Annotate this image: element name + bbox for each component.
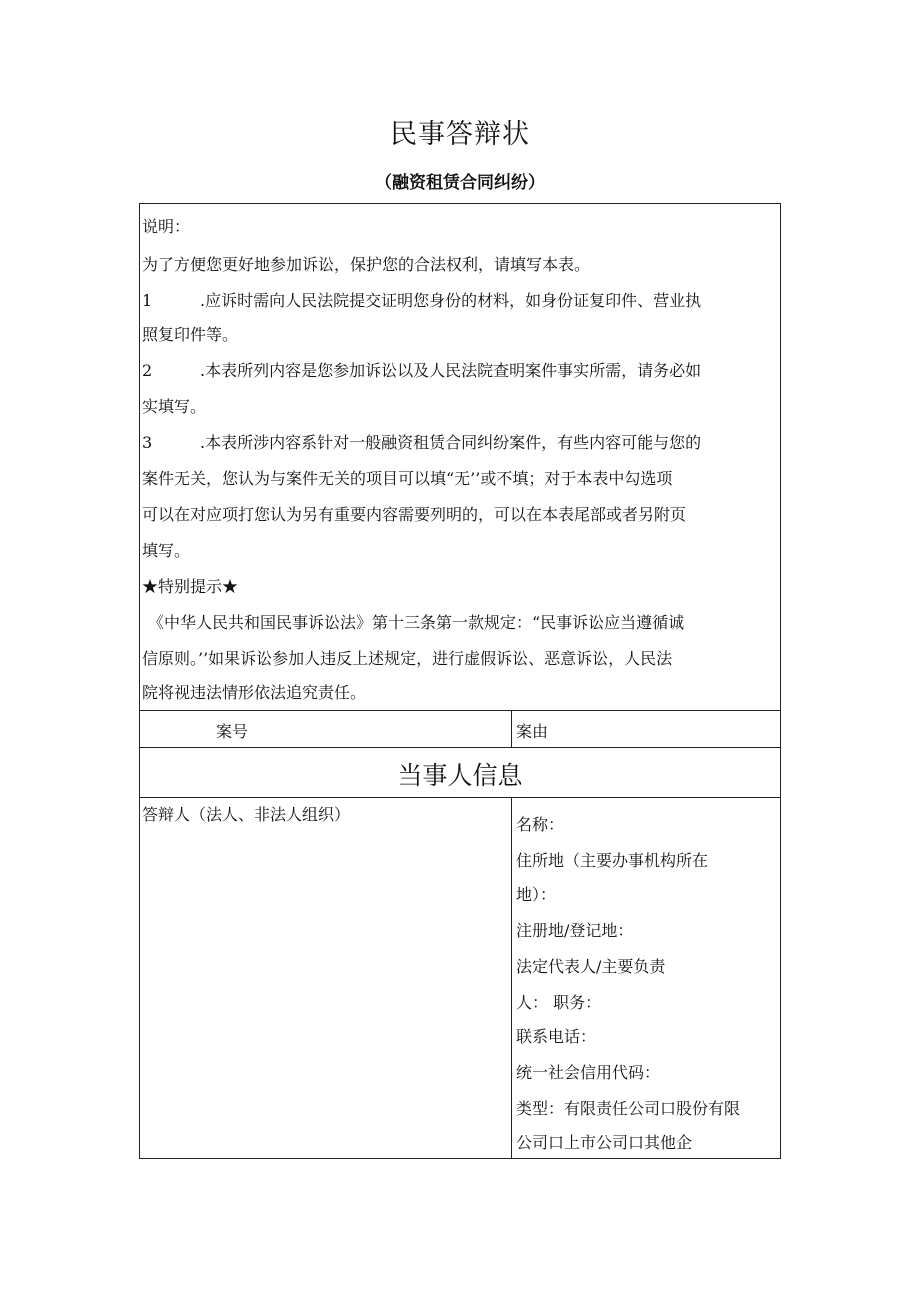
- instructions-intro: 为了方便您更好地参加诉讼，保护您的合法权利，请填写本表。: [142, 255, 591, 274]
- respondent-row-divider: [511, 798, 512, 1158]
- special-notice-line-1: 《中华人民共和国民事诉讼法》第十三条第一款规定：“民事诉讼应当遵循诚: [148, 613, 685, 632]
- parties-section-title: 当事人信息: [397, 761, 523, 790]
- field-company-type: 类型：有限责任公司口股份有限: [516, 1099, 741, 1118]
- field-registered-place: 注册地/登记地：: [516, 921, 634, 940]
- case-number-label: 案号: [216, 722, 249, 741]
- field-legal-rep: 法定代表人/主要负责: [516, 957, 666, 976]
- instruction-item-1: 1 .应诉时需向人民法院提交证明您身份的材料，如身份证复印件、营业执: [142, 291, 702, 310]
- special-notice-line-3: 院将视违法情形依法追究责任。: [142, 683, 367, 702]
- defense-form-table: [139, 203, 781, 1159]
- field-company-type-cont: 公司口上市公司口其他企: [516, 1133, 693, 1152]
- document-subtitle: （融资租赁合同纠纷）: [375, 173, 545, 193]
- field-name: 名称：: [516, 815, 565, 834]
- instruction-item-2-cont: 实填写。: [142, 397, 207, 416]
- instruction-item-3-cont-2: 可以在对应项打您认为另有重要内容需要列明的，可以在本表尾部或者另附页: [142, 505, 687, 524]
- respondent-label: 答辩人（法人、非法人组织）: [142, 805, 351, 824]
- parties-section-header: [140, 748, 780, 798]
- case-info-row: [140, 711, 780, 748]
- instruction-item-3-cont-1: 案件无关，您认为与案件无关的项目可以填“无’’或不填；对于本表中勾选项: [142, 469, 673, 488]
- field-address-cont: 地）：: [516, 885, 557, 904]
- case-row-divider: [511, 711, 512, 748]
- instruction-item-2: 2 .本表所列内容是您参加诉讼以及人民法院查明案件事实所需，请务必如: [142, 361, 702, 380]
- field-credit-code: 统一社会信用代码：: [516, 1063, 661, 1082]
- instruction-item-3: 3 .本表所涉内容系针对一般融资租赁合同纠纷案件，有些内容可能与您的: [142, 433, 702, 452]
- instructions-cell: [140, 204, 780, 711]
- field-legal-rep-position: 人： 职务：: [516, 993, 602, 1012]
- instructions-heading: 说明：: [142, 217, 191, 236]
- instruction-item-1-cont: 照复印件等。: [142, 325, 239, 344]
- field-phone: 联系电话：: [516, 1027, 597, 1046]
- respondent-row: [140, 798, 780, 1158]
- instruction-item-3-cont-3: 填写。: [142, 541, 191, 560]
- case-cause-label: 案由: [516, 722, 549, 741]
- special-notice-line-2: 信原则。’’如果诉讼参加人违反上述规定，进行虚假诉讼、恶意诉讼，人民法: [142, 649, 673, 668]
- document-title: 民事答辩状: [390, 119, 530, 150]
- field-address: 住所地（主要办事机构所在: [516, 851, 709, 870]
- special-notice-heading: ★特别提示★: [142, 577, 239, 596]
